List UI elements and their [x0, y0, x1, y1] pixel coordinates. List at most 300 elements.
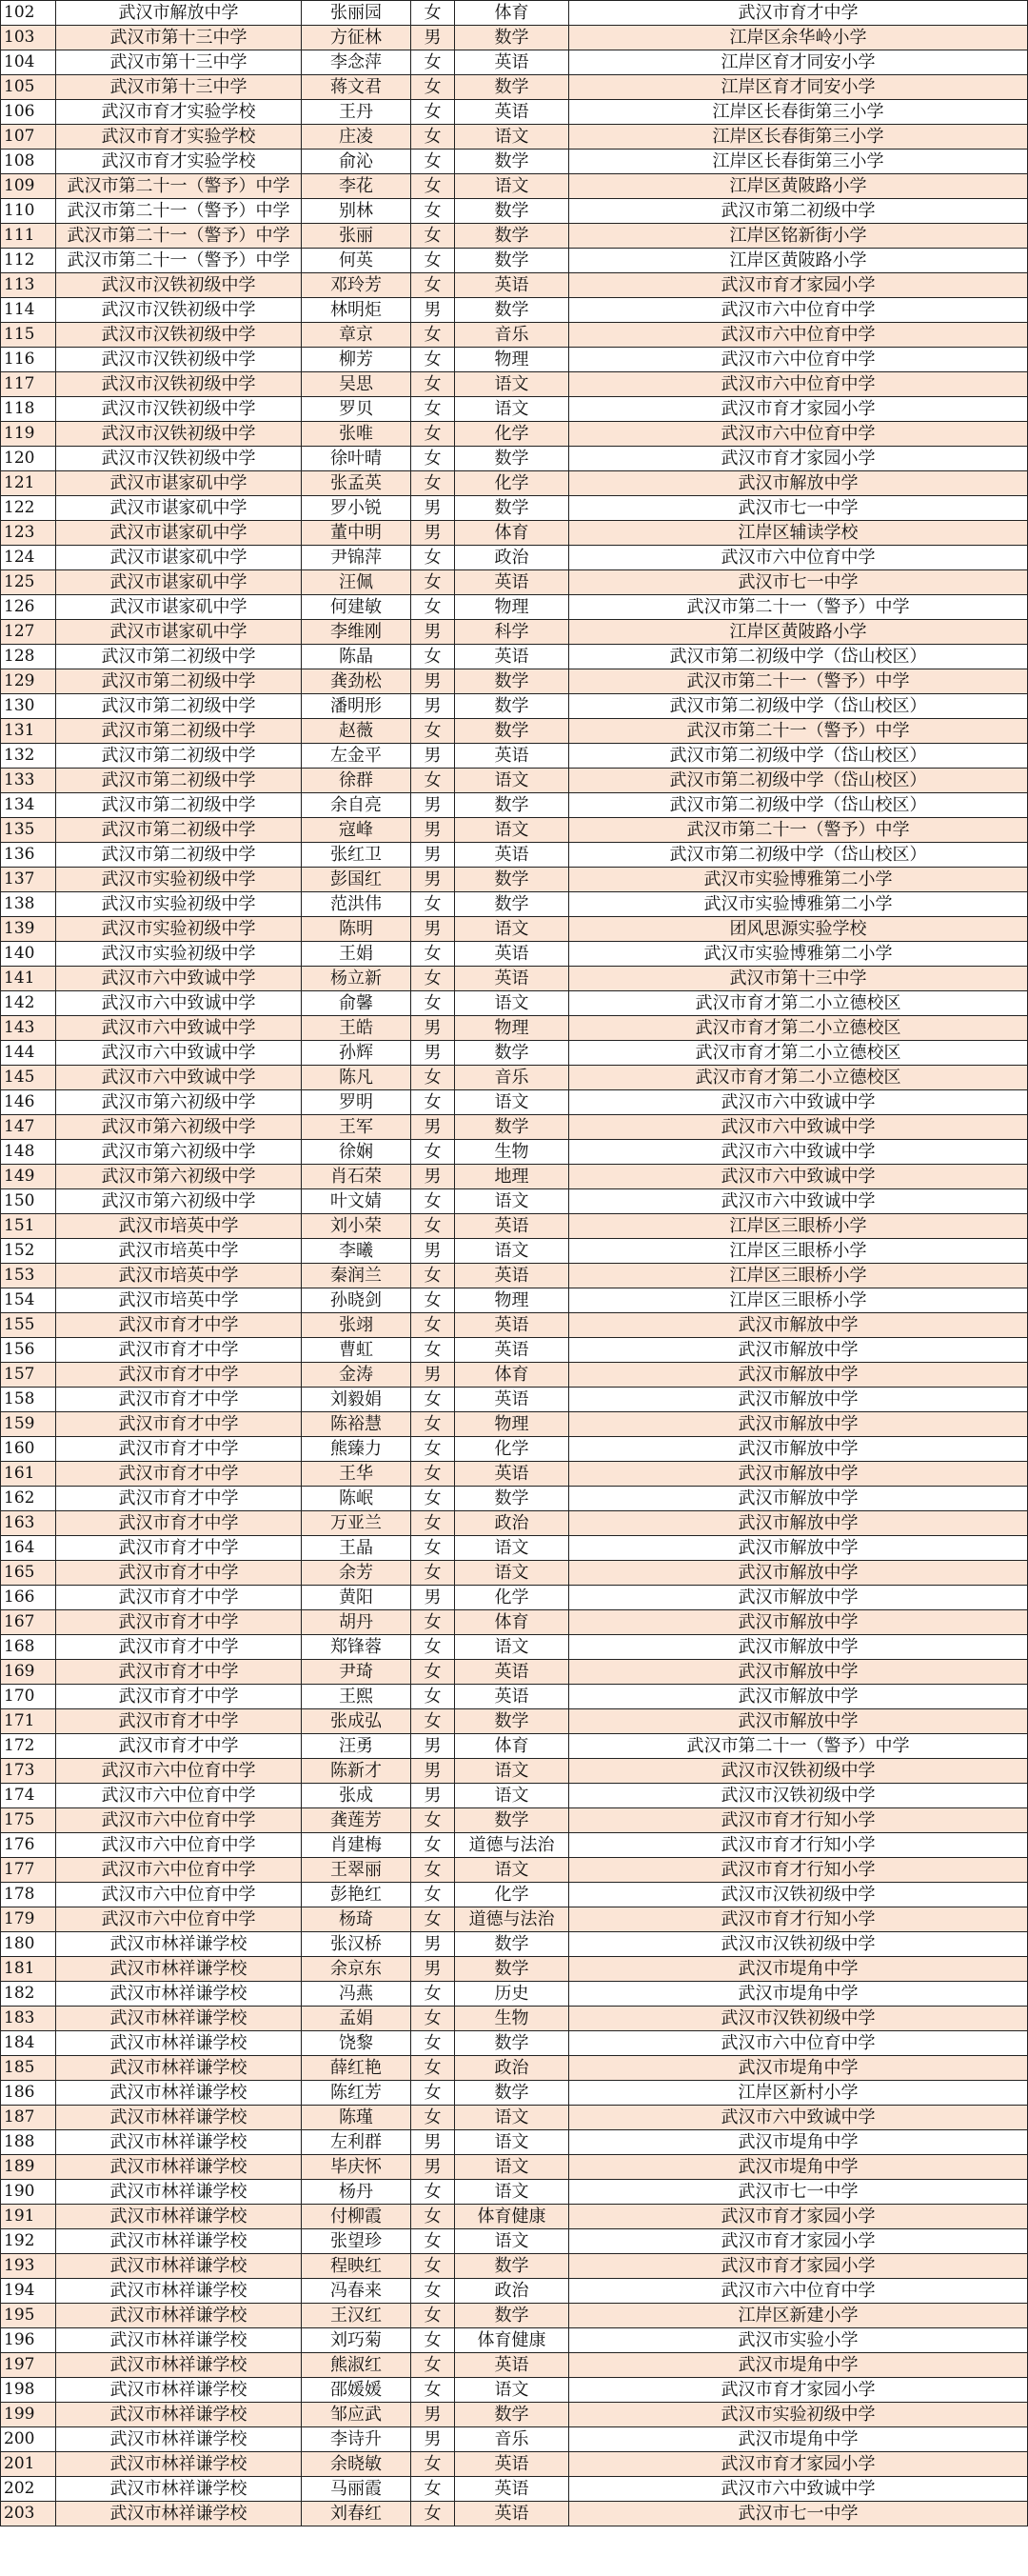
gender-cell: 女 — [411, 75, 455, 100]
gender-cell: 女 — [411, 2031, 455, 2056]
gender-cell: 女 — [411, 1437, 455, 1462]
table-row — [1, 471, 1028, 496]
teacher-name-cell: 毕庆怀 — [302, 2155, 411, 2180]
original-school-cell: 武汉市育才中学 — [56, 1363, 302, 1388]
table-row — [1, 298, 1028, 323]
gender-cell: 女 — [411, 174, 455, 199]
teacher-name-cell: 别林 — [302, 199, 411, 224]
row-number-cell: 122 — [1, 496, 56, 521]
row-number-cell: 156 — [1, 1338, 56, 1363]
row-number-cell: 171 — [1, 1709, 56, 1734]
teacher-name-cell: 张翊 — [302, 1313, 411, 1338]
gender-cell: 女 — [411, 323, 455, 348]
destination-school-cell: 武汉市解放中学 — [569, 1511, 1028, 1536]
destination-school-cell: 武汉市第二初级中学（岱山校区） — [569, 744, 1028, 769]
original-school-cell: 武汉市培英中学 — [56, 1288, 302, 1313]
original-school-cell: 武汉市育才中学 — [56, 1685, 302, 1709]
row-number-cell: 151 — [1, 1214, 56, 1239]
table-row — [1, 1388, 1028, 1412]
destination-school-cell: 武汉市第十三中学 — [569, 967, 1028, 991]
table-row — [1, 2452, 1028, 2477]
teacher-name-cell: 方征林 — [302, 26, 411, 50]
row-number-cell: 111 — [1, 224, 56, 249]
subject-cell: 数学 — [455, 2304, 569, 2328]
gender-cell: 女 — [411, 1288, 455, 1313]
subject-cell: 数学 — [455, 1932, 569, 1957]
gender-cell: 女 — [411, 1412, 455, 1437]
gender-cell: 女 — [411, 224, 455, 249]
table-row — [1, 2180, 1028, 2205]
table-row — [1, 2007, 1028, 2031]
subject-cell: 科学 — [455, 620, 569, 645]
original-school-cell: 武汉市第二初级中学 — [56, 744, 302, 769]
subject-cell: 数学 — [455, 199, 569, 224]
gender-cell: 女 — [411, 2081, 455, 2106]
table-row — [1, 1858, 1028, 1883]
original-school-cell: 武汉市育才实验学校 — [56, 150, 302, 174]
destination-school-cell: 武汉市第二初级中学（岱山校区） — [569, 843, 1028, 868]
gender-cell: 女 — [411, 967, 455, 991]
row-number-cell: 133 — [1, 769, 56, 793]
teacher-name-cell: 徐娴 — [302, 1140, 411, 1165]
teacher-name-cell: 龚劲松 — [302, 669, 411, 694]
original-school-cell: 武汉市林祥谦学校 — [56, 2353, 302, 2378]
destination-school-cell: 武汉市堤角中学 — [569, 2427, 1028, 2452]
table-row — [1, 1660, 1028, 1685]
teacher-name-cell: 陈红芳 — [302, 2081, 411, 2106]
teacher-name-cell: 陈瑾 — [302, 2106, 411, 2130]
destination-school-cell: 武汉市六中致诚中学 — [569, 1140, 1028, 1165]
table-row — [1, 2229, 1028, 2254]
teacher-name-cell: 何英 — [302, 249, 411, 273]
row-number-cell: 115 — [1, 323, 56, 348]
teacher-name-cell: 李念萍 — [302, 50, 411, 75]
row-number-cell: 177 — [1, 1858, 56, 1883]
destination-school-cell: 武汉市实验博雅第二小学 — [569, 892, 1028, 917]
destination-school-cell: 武汉市第二十一（警予）中学 — [569, 669, 1028, 694]
original-school-cell: 武汉市育才中学 — [56, 1462, 302, 1487]
table-row — [1, 2328, 1028, 2353]
subject-cell: 语文 — [455, 397, 569, 422]
table-row — [1, 719, 1028, 744]
original-school-cell: 武汉市林祥谦学校 — [56, 2378, 302, 2403]
original-school-cell: 武汉市林祥谦学校 — [56, 2180, 302, 2205]
subject-cell: 英语 — [455, 645, 569, 669]
destination-school-cell: 武汉市解放中学 — [569, 1412, 1028, 1437]
table-row — [1, 2502, 1028, 2526]
teacher-name-cell: 曹虹 — [302, 1338, 411, 1363]
gender-cell: 男 — [411, 1932, 455, 1957]
destination-school-cell: 武汉市实验博雅第二小学 — [569, 868, 1028, 892]
row-number-cell: 150 — [1, 1189, 56, 1214]
destination-school-cell: 江岸区长春街第三小学 — [569, 150, 1028, 174]
destination-school-cell: 武汉市育才家园小学 — [569, 2378, 1028, 2403]
subject-cell: 英语 — [455, 744, 569, 769]
teacher-name-cell: 徐叶晴 — [302, 447, 411, 471]
subject-cell: 语文 — [455, 372, 569, 397]
original-school-cell: 武汉市育才中学 — [56, 1610, 302, 1635]
subject-cell: 化学 — [455, 1586, 569, 1610]
destination-school-cell: 江岸区三眼桥小学 — [569, 1264, 1028, 1288]
original-school-cell: 武汉市实验初级中学 — [56, 917, 302, 942]
row-number-cell: 195 — [1, 2304, 56, 2328]
gender-cell: 女 — [411, 1982, 455, 2007]
table-row — [1, 397, 1028, 422]
table-row — [1, 843, 1028, 868]
gender-cell: 男 — [411, 1363, 455, 1388]
gender-cell: 女 — [411, 1189, 455, 1214]
row-number-cell: 180 — [1, 1932, 56, 1957]
subject-cell: 英语 — [455, 1214, 569, 1239]
destination-school-cell: 武汉市解放中学 — [569, 1487, 1028, 1511]
original-school-cell: 武汉市谌家矶中学 — [56, 546, 302, 570]
row-number-cell: 158 — [1, 1388, 56, 1412]
gender-cell: 男 — [411, 669, 455, 694]
subject-cell: 数学 — [455, 2031, 569, 2056]
teacher-name-cell: 王军 — [302, 1115, 411, 1140]
destination-school-cell: 武汉市解放中学 — [569, 1561, 1028, 1586]
original-school-cell: 武汉市第六初级中学 — [56, 1115, 302, 1140]
table-row — [1, 2403, 1028, 2427]
original-school-cell: 武汉市育才中学 — [56, 1660, 302, 1685]
teacher-name-cell: 尹琦 — [302, 1660, 411, 1685]
destination-school-cell: 武汉市七一中学 — [569, 2502, 1028, 2526]
teacher-name-cell: 王娟 — [302, 942, 411, 967]
gender-cell: 男 — [411, 298, 455, 323]
original-school-cell: 武汉市林祥谦学校 — [56, 2229, 302, 2254]
table-row — [1, 942, 1028, 967]
original-school-cell: 武汉市六中位育中学 — [56, 1858, 302, 1883]
teacher-name-cell: 左利群 — [302, 2130, 411, 2155]
original-school-cell: 武汉市第六初级中学 — [56, 1140, 302, 1165]
gender-cell: 女 — [411, 273, 455, 298]
subject-cell: 数学 — [455, 1709, 569, 1734]
destination-school-cell: 武汉市育才行知小学 — [569, 1808, 1028, 1833]
table-row — [1, 1313, 1028, 1338]
destination-school-cell: 江岸区三眼桥小学 — [569, 1239, 1028, 1264]
original-school-cell: 武汉市谌家矶中学 — [56, 620, 302, 645]
table-row — [1, 1907, 1028, 1932]
row-number-cell: 128 — [1, 645, 56, 669]
destination-school-cell: 武汉市堤角中学 — [569, 2353, 1028, 2378]
table-row — [1, 2279, 1028, 2304]
original-school-cell: 武汉市六中位育中学 — [56, 1808, 302, 1833]
original-school-cell: 武汉市汉铁初级中学 — [56, 273, 302, 298]
table-row — [1, 1140, 1028, 1165]
row-number-cell: 188 — [1, 2130, 56, 2155]
teacher-name-cell: 万亚兰 — [302, 1511, 411, 1536]
teacher-name-cell: 张望珍 — [302, 2229, 411, 2254]
original-school-cell: 武汉市汉铁初级中学 — [56, 447, 302, 471]
subject-cell: 英语 — [455, 2502, 569, 2526]
subject-cell: 语文 — [455, 1090, 569, 1115]
teacher-name-cell: 张成弘 — [302, 1709, 411, 1734]
gender-cell: 女 — [411, 348, 455, 372]
destination-school-cell: 武汉市六中致诚中学 — [569, 2477, 1028, 2502]
gender-cell: 女 — [411, 422, 455, 447]
table-row — [1, 1734, 1028, 1759]
gender-cell: 女 — [411, 2254, 455, 2279]
destination-school-cell: 武汉市七一中学 — [569, 2180, 1028, 2205]
gender-cell: 女 — [411, 991, 455, 1016]
gender-cell: 女 — [411, 1313, 455, 1338]
subject-cell: 语文 — [455, 2229, 569, 2254]
subject-cell: 体育健康 — [455, 2205, 569, 2229]
original-school-cell: 武汉市育才中学 — [56, 1586, 302, 1610]
gender-cell: 男 — [411, 843, 455, 868]
teacher-name-cell: 秦润兰 — [302, 1264, 411, 1288]
destination-school-cell: 武汉市第二十一（警予）中学 — [569, 595, 1028, 620]
subject-cell: 政治 — [455, 2279, 569, 2304]
table-row — [1, 1189, 1028, 1214]
teacher-name-cell: 罗贝 — [302, 397, 411, 422]
destination-school-cell: 武汉市育才家园小学 — [569, 2229, 1028, 2254]
original-school-cell: 武汉市实验初级中学 — [56, 942, 302, 967]
row-number-cell: 147 — [1, 1115, 56, 1140]
row-number-cell: 202 — [1, 2477, 56, 2502]
row-number-cell: 118 — [1, 397, 56, 422]
original-school-cell: 武汉市林祥谦学校 — [56, 2081, 302, 2106]
gender-cell: 男 — [411, 1041, 455, 1066]
subject-cell: 体育健康 — [455, 2328, 569, 2353]
gender-cell: 男 — [411, 620, 455, 645]
original-school-cell: 武汉市育才中学 — [56, 1437, 302, 1462]
destination-school-cell: 江岸区辅读学校 — [569, 521, 1028, 546]
gender-cell: 女 — [411, 2304, 455, 2328]
row-number-cell: 176 — [1, 1833, 56, 1858]
subject-cell: 英语 — [455, 2477, 569, 2502]
destination-school-cell: 武汉市六中致诚中学 — [569, 1090, 1028, 1115]
original-school-cell: 武汉市育才中学 — [56, 1635, 302, 1660]
table-row — [1, 1338, 1028, 1363]
row-number-cell: 129 — [1, 669, 56, 694]
original-school-cell: 武汉市林祥谦学校 — [56, 2031, 302, 2056]
table-row — [1, 892, 1028, 917]
subject-cell: 数学 — [455, 719, 569, 744]
original-school-cell: 武汉市育才中学 — [56, 1487, 302, 1511]
original-school-cell: 武汉市六中致诚中学 — [56, 1041, 302, 1066]
table-row — [1, 1784, 1028, 1808]
table-row — [1, 1536, 1028, 1561]
row-number-cell: 161 — [1, 1462, 56, 1487]
gender-cell: 男 — [411, 2403, 455, 2427]
original-school-cell: 武汉市第二初级中学 — [56, 769, 302, 793]
table-row — [1, 348, 1028, 372]
original-school-cell: 武汉市林祥谦学校 — [56, 2328, 302, 2353]
row-number-cell: 163 — [1, 1511, 56, 1536]
subject-cell: 数学 — [455, 669, 569, 694]
gender-cell: 女 — [411, 447, 455, 471]
row-number-cell: 141 — [1, 967, 56, 991]
teacher-name-cell: 余晓敏 — [302, 2452, 411, 2477]
teacher-name-cell: 王汉红 — [302, 2304, 411, 2328]
original-school-cell: 武汉市第十三中学 — [56, 50, 302, 75]
row-number-cell: 203 — [1, 2502, 56, 2526]
teacher-name-cell: 潘明形 — [302, 694, 411, 719]
subject-cell: 语文 — [455, 1759, 569, 1784]
subject-cell: 语文 — [455, 2180, 569, 2205]
table-row — [1, 1487, 1028, 1511]
subject-cell: 体育 — [455, 521, 569, 546]
teacher-name-cell: 李维刚 — [302, 620, 411, 645]
original-school-cell: 武汉市六中位育中学 — [56, 1784, 302, 1808]
teacher-name-cell: 王晶 — [302, 1536, 411, 1561]
subject-cell: 数学 — [455, 26, 569, 50]
row-number-cell: 159 — [1, 1412, 56, 1437]
table-row — [1, 1982, 1028, 2007]
original-school-cell: 武汉市六中致诚中学 — [56, 1016, 302, 1041]
destination-school-cell: 武汉市解放中学 — [569, 1536, 1028, 1561]
destination-school-cell: 武汉市六中致诚中学 — [569, 1115, 1028, 1140]
row-number-cell: 189 — [1, 2155, 56, 2180]
subject-cell: 英语 — [455, 1462, 569, 1487]
table-row — [1, 669, 1028, 694]
subject-cell: 物理 — [455, 595, 569, 620]
subject-cell: 数学 — [455, 2081, 569, 2106]
teacher-name-cell: 俞沁 — [302, 150, 411, 174]
table-row — [1, 2031, 1028, 2056]
row-number-cell: 125 — [1, 570, 56, 595]
table-row — [1, 249, 1028, 273]
teacher-name-cell: 范洪伟 — [302, 892, 411, 917]
subject-cell: 英语 — [455, 570, 569, 595]
teacher-name-cell: 肖石荣 — [302, 1165, 411, 1189]
teacher-name-cell: 张成 — [302, 1784, 411, 1808]
row-number-cell: 198 — [1, 2378, 56, 2403]
original-school-cell: 武汉市林祥谦学校 — [56, 2130, 302, 2155]
gender-cell: 男 — [411, 1759, 455, 1784]
row-number-cell: 181 — [1, 1957, 56, 1982]
table-row — [1, 2304, 1028, 2328]
original-school-cell: 武汉市六中致诚中学 — [56, 1066, 302, 1090]
destination-school-cell: 武汉市六中致诚中学 — [569, 1165, 1028, 1189]
table-row — [1, 2130, 1028, 2155]
gender-cell: 男 — [411, 2155, 455, 2180]
original-school-cell: 武汉市汉铁初级中学 — [56, 323, 302, 348]
gender-cell: 女 — [411, 1090, 455, 1115]
destination-school-cell: 武汉市实验小学 — [569, 2328, 1028, 2353]
table-row — [1, 1041, 1028, 1066]
subject-cell: 语文 — [455, 1784, 569, 1808]
table-row — [1, 1883, 1028, 1907]
table-row — [1, 1586, 1028, 1610]
table-row — [1, 917, 1028, 942]
gender-cell: 女 — [411, 1610, 455, 1635]
row-number-cell: 155 — [1, 1313, 56, 1338]
original-school-cell: 武汉市六中位育中学 — [56, 1833, 302, 1858]
row-number-cell: 105 — [1, 75, 56, 100]
teacher-name-cell: 蒋文君 — [302, 75, 411, 100]
table-row — [1, 521, 1028, 546]
table-row — [1, 967, 1028, 991]
subject-cell: 英语 — [455, 1264, 569, 1288]
subject-cell: 英语 — [455, 2452, 569, 2477]
row-number-cell: 134 — [1, 793, 56, 818]
row-number-cell: 145 — [1, 1066, 56, 1090]
original-school-cell: 武汉市育才实验学校 — [56, 100, 302, 125]
original-school-cell: 武汉市汉铁初级中学 — [56, 397, 302, 422]
table-row — [1, 1264, 1028, 1288]
subject-cell: 数学 — [455, 224, 569, 249]
teacher-name-cell: 罗明 — [302, 1090, 411, 1115]
table-row — [1, 1437, 1028, 1462]
gender-cell: 女 — [411, 1487, 455, 1511]
table-row — [1, 1610, 1028, 1635]
subject-cell: 语文 — [455, 1189, 569, 1214]
subject-cell: 生物 — [455, 2007, 569, 2031]
table-row — [1, 372, 1028, 397]
row-number-cell: 166 — [1, 1586, 56, 1610]
gender-cell: 女 — [411, 2279, 455, 2304]
row-number-cell: 107 — [1, 125, 56, 150]
teacher-name-cell: 邓玲芳 — [302, 273, 411, 298]
row-number-cell: 191 — [1, 2205, 56, 2229]
original-school-cell: 武汉市育才中学 — [56, 1561, 302, 1586]
destination-school-cell: 武汉市第二初级中学 — [569, 199, 1028, 224]
teacher-name-cell: 余自亮 — [302, 793, 411, 818]
table-row — [1, 595, 1028, 620]
gender-cell: 男 — [411, 1734, 455, 1759]
subject-cell: 语文 — [455, 991, 569, 1016]
teacher-name-cell: 刘巧菊 — [302, 2328, 411, 2353]
row-number-cell: 201 — [1, 2452, 56, 2477]
original-school-cell: 武汉市六中位育中学 — [56, 1907, 302, 1932]
gender-cell: 男 — [411, 1239, 455, 1264]
table-row — [1, 422, 1028, 447]
destination-school-cell: 武汉市第二十一（警予）中学 — [569, 1734, 1028, 1759]
gender-cell: 女 — [411, 2353, 455, 2378]
row-number-cell: 168 — [1, 1635, 56, 1660]
destination-school-cell: 武汉市育才第二小立德校区 — [569, 1041, 1028, 1066]
original-school-cell: 武汉市培英中学 — [56, 1214, 302, 1239]
row-number-cell: 173 — [1, 1759, 56, 1784]
table-body — [1, 1, 1028, 2526]
original-school-cell: 武汉市林祥谦学校 — [56, 2304, 302, 2328]
gender-cell: 女 — [411, 2205, 455, 2229]
row-number-cell: 137 — [1, 868, 56, 892]
row-number-cell: 148 — [1, 1140, 56, 1165]
original-school-cell: 武汉市育才中学 — [56, 1734, 302, 1759]
subject-cell: 数学 — [455, 150, 569, 174]
table-row — [1, 199, 1028, 224]
gender-cell: 女 — [411, 1883, 455, 1907]
table-row — [1, 1932, 1028, 1957]
subject-cell: 英语 — [455, 967, 569, 991]
destination-school-cell: 武汉市六中位育中学 — [569, 422, 1028, 447]
gender-cell: 女 — [411, 1338, 455, 1363]
original-school-cell: 武汉市育才中学 — [56, 1412, 302, 1437]
gender-cell: 女 — [411, 1388, 455, 1412]
row-number-cell: 170 — [1, 1685, 56, 1709]
original-school-cell: 武汉市第十三中学 — [56, 75, 302, 100]
original-school-cell: 武汉市第二初级中学 — [56, 694, 302, 719]
destination-school-cell: 武汉市第二十一（警予）中学 — [569, 719, 1028, 744]
subject-cell: 数学 — [455, 1808, 569, 1833]
table-row — [1, 1462, 1028, 1487]
gender-cell: 女 — [411, 1536, 455, 1561]
subject-cell: 语文 — [455, 2378, 569, 2403]
row-number-cell: 157 — [1, 1363, 56, 1388]
gender-cell: 女 — [411, 942, 455, 967]
subject-cell: 语文 — [455, 1536, 569, 1561]
row-number-cell: 126 — [1, 595, 56, 620]
destination-school-cell: 武汉市育才行知小学 — [569, 1858, 1028, 1883]
gender-cell: 男 — [411, 694, 455, 719]
gender-cell: 女 — [411, 125, 455, 150]
original-school-cell: 武汉市六中致诚中学 — [56, 991, 302, 1016]
row-number-cell: 175 — [1, 1808, 56, 1833]
row-number-cell: 172 — [1, 1734, 56, 1759]
